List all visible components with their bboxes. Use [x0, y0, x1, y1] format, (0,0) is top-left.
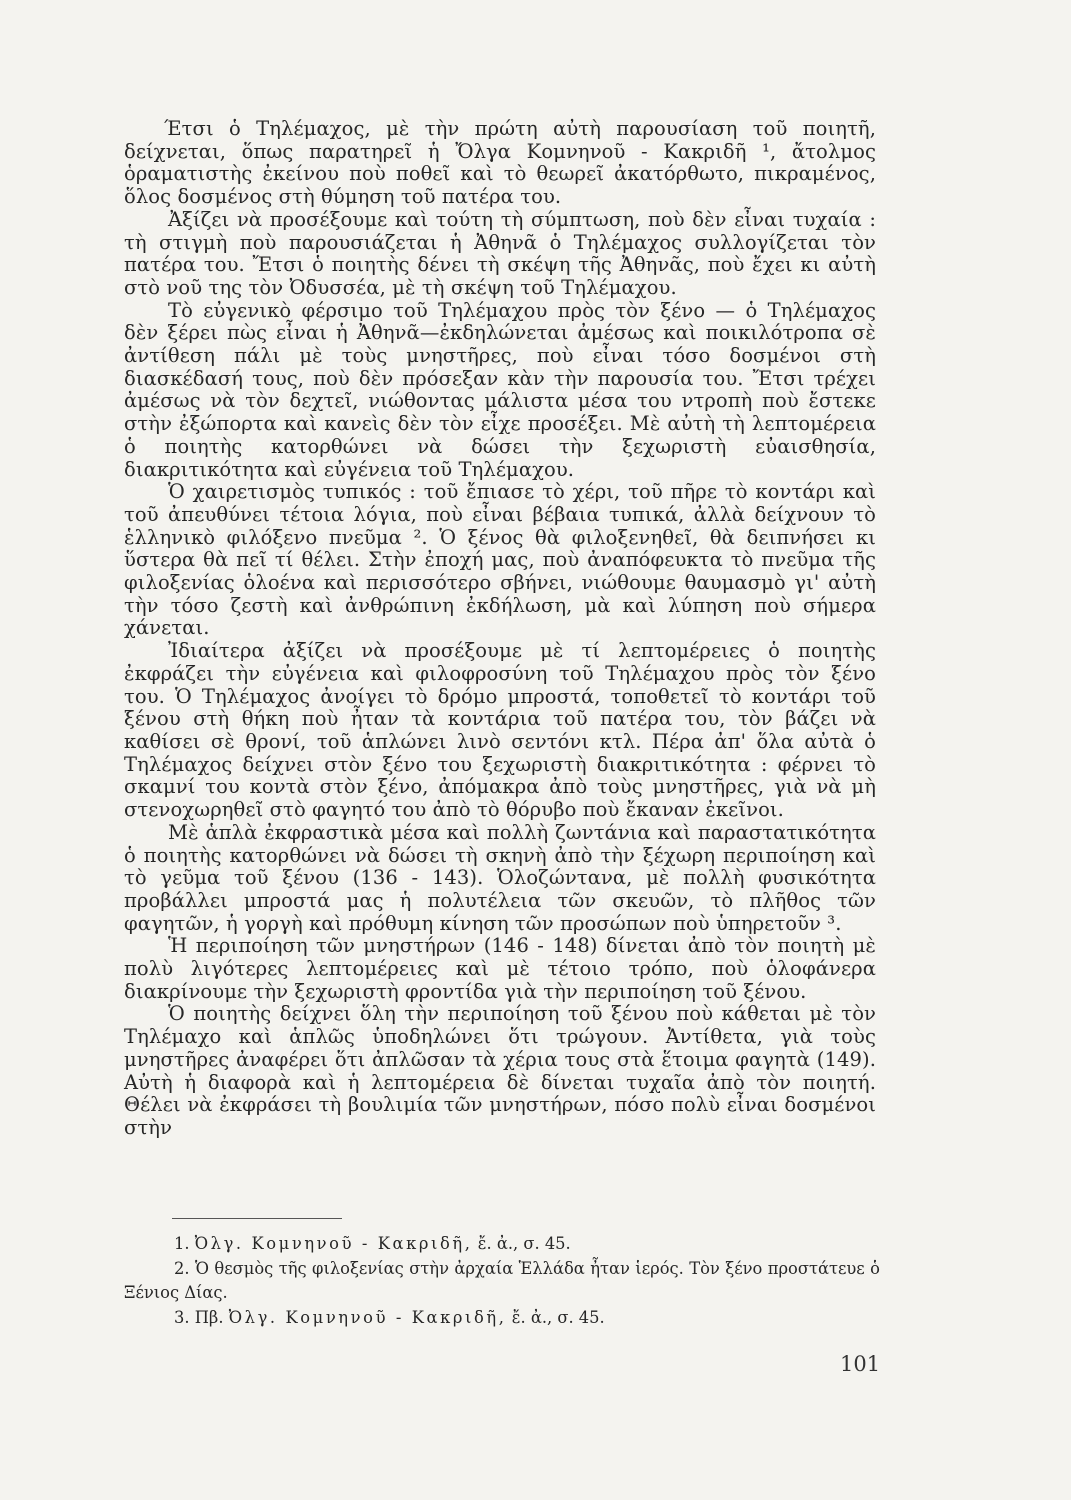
paragraph: Έτσι ὁ Τηλέμαχος, μὲ τὴν πρώτη αὐτὴ παρουσίαση τοῦ ποιητῆ, δείχνεται, ὅπως παρατηρεῖ ἡ Ὄλγα Κομνηνοῦ - Κακριδῆ ¹, ἄτολμος ὁραματιστὴς ἐκείνου ποὺ ποθεῖ καὶ τὸ θεωρεῖ ἀκατόρθωτο, πικραμένος, ὅλος δοσμένος στὴ θύμηση τοῦ πατέρα του.	[124, 117, 876, 209]
paragraph: Ἰδιαίτερα ἀξίζει νὰ προσέξουμε μὲ τί λεπτομέρειες ὁ ποιητὴς ἐκφράζει τὴν εὐγένεια καὶ φιλοφροσύνη τοῦ Τηλέμαχου πρὸς τὸν ξένο του. Ὁ Τηλέμαχος ἀνοίγει τὸ δρόμο μπροστά, τοποθετεῖ τὸ κοντάρι τοῦ ξένου στὴ θήκη ποὺ ἦταν τὰ κοντάρια τοῦ πατέρα του, τὸν βάζει νὰ καθίσει σὲ θρονί, τοῦ ἁπλώνει λινὸ σεντόνι κτλ. Πέρα ἀπ' ὅλα αὐτὰ ὁ Τηλέμαχος δείχνει στὸν ξένο του ξεχωριστὴ διακριτικότητα : φέρνει τὸ σκαμνί του κοντὰ στὸν ξένο, ἀπόμακρα ἀπὸ τοὺς μνηστῆρες, γιὰ νὰ μὴ στενοχωρηθεῖ στὸ φαγητό του ἀπὸ τὸ θόρυβο ποὺ ἔκαναν ἐκεῖνοι.	[124, 639, 876, 822]
paragraph: Μὲ ἁπλὰ ἐκφραστικὰ μέσα καὶ πολλὴ ζωντάνια καὶ παραστατικότητα ὁ ποιητὴς κατορθώνει νὰ δώσει τὴ σκηνὴ ἀπὸ τὴν ξέχωρη περιποίηση καὶ τὸ γεῦμα τοῦ ξένου (136 - 143). Ὁλοζώντανα, μὲ πολλὴ φυσικότητα προβάλλει μπροστά μας ἡ πολυτέλεια τῶν σκευῶν, τὸ πλῆθος τῶν φαγητῶν, ἡ γοργὴ καὶ πρόθυμη κίνηση τῶν προσώπων ποὺ ὑπηρετοῦν ³.	[124, 820, 876, 935]
footnote-number: 1.	[174, 1234, 190, 1253]
footnote-reference: ἔ. ἀ., σ. 45.	[477, 1234, 571, 1253]
footnote-prefix: Πβ.	[194, 1307, 224, 1327]
footnote-3	[124, 1306, 880, 1331]
footnote-reference: ἔ. ἀ., σ. 45.	[511, 1307, 605, 1327]
body-text	[124, 118, 876, 1140]
page-number: 101	[840, 1352, 881, 1376]
paragraph: Ἀξίζει νὰ προσέξουμε καὶ τούτη τὴ σύμπτωση, ποὺ δὲν εἶναι τυχαία : τὴ στιγμὴ ποὺ παρουσιάζεται ἡ Ἀθηνᾶ ὁ Τηλέμαχος συλλογίζεται τὸν πατέρα του. Ἔτσι ὁ ποιητὴς δένει τὴ σκέψη τῆς Ἀθηνᾶς, ποὺ ἔχει κι αὐτὴ στὸ νοῦ της τὸν Ὀδυσσέα, μὲ τὴ σκέψη τοῦ Τηλέμαχου.	[124, 207, 876, 299]
footnote-author: Ὀλγ. Κομνηνοῦ - Κακριδῆ,	[228, 1307, 507, 1327]
footnote-number: 3.	[174, 1307, 190, 1327]
footnote-divider	[172, 1218, 342, 1219]
footnote-author: Ὀλγ. Κομνηνοῦ - Κακριδῆ,	[194, 1234, 473, 1253]
footnote-1	[124, 1232, 880, 1257]
footnote-text: Ὁ θεσμὸς τῆς φιλοξενίας στὴν ἀρχαία Ἑλλάδα ἦταν ἱερός. Τὸν ξένο προστάτευε ὁ Ξένιος Δίας.	[124, 1258, 880, 1302]
paragraph: Ὁ χαιρετισμὸς τυπικός : τοῦ ἔπιασε τὸ χέρι, τοῦ πῆρε τὸ κοντάρι καὶ τοῦ ἀπευθύνει τέτοια λόγια, ποὺ εἶναι βέβαια τυπικά, ἀλλὰ δείχνουν τὸ ἑλληνικὸ φιλόξενο πνεῦμα ². Ὁ ξένος θὰ φιλοξενηθεῖ, θὰ δειπνήσει κι ὕστερα θὰ πεῖ τί θέλει. Στὴν ἐποχή μας, ποὺ ἀναπόφευκτα τὸ πνεῦμα τῆς φιλοξενίας ὁλοένα καὶ περισσότερο σβήνει, νιώθουμε θαυμασμὸ γι' αὐτὴ τὴν τόσο ζεστὴ καὶ ἀνθρώπινη ἐκδήλωση, μὰ καὶ λύπηση ποὺ σήμερα χάνεται.	[124, 480, 876, 640]
footnote-2	[124, 1257, 880, 1306]
paragraph: Ὁ ποιητὴς δείχνει ὅλη τὴν περιποίηση τοῦ ξένου ποὺ κάθεται μὲ τὸν Τηλέμαχο καὶ ἁπλῶς ὑποδηλώνει ὅτι τρώγουν. Ἀντίθετα, γιὰ τοὺς μνηστῆρες ἀναφέρει ὅτι ἀπλῶσαν τὰ χέρια τους στὰ ἕτοιμα φαγητὰ (149). Αὐτὴ ἡ διαφορὰ καὶ ἡ λεπτομέρεια δὲ δίνεται τυχαῖα ἀπὸ τὸν ποιητή. Θέλει νὰ ἐκφράσει τὴ βουλιμία τῶν μνηστήρων, πόσο πολὺ εἶναι δοσμένοι στὴν	[124, 1002, 876, 1139]
footnotes	[124, 1232, 880, 1330]
paragraph: Τὸ εὐγενικὸ φέρσιμο τοῦ Τηλέμαχου πρὸς τὸν ξένο — ὁ Τηλέμαχος δὲν ξέρει πὼς εἶναι ἡ Ἀθηνᾶ—ἐκδηλώνεται ἀμέσως καὶ ποικιλότροπα σὲ ἀντίθεση πάλι μὲ τοὺς μνηστῆρες, ποὺ εἶναι τόσο δοσμένοι στὴ διασκέδασή τους, ποὺ δὲν πρόσεξαν κὰν τὴν παρουσία του. Ἔτσι τρέχει ἀμέσως νὰ τὸν δεχτεῖ, νιώθοντας μάλιστα μέσα του ντροπὴ ποὺ ἔστεκε στὴν ἐξώπορτα καὶ κανεὶς δὲν τὸν εἶχε προσέξει. Μὲ αὐτὴ τὴ λεπτομέρεια ὁ ποιητὴς κατορθώνει νὰ δώσει τὴν ξεχωριστὴ εὐαισθησία, διακριτικότητα καὶ εὐγένεια τοῦ Τηλέμαχου.	[124, 298, 876, 481]
paragraph: Ἡ περιποίηση τῶν μνηστήρων (146 - 148) δίνεται ἀπὸ τὸν ποιητὴ μὲ πολὺ λιγότερες λεπτομέρειες καὶ μὲ τέτοιο τρόπο, ποὺ ὁλοφάνερα διακρίνουμε τὴν ξεχωριστὴ φροντίδα γιὰ τὴν περιποίηση τοῦ ξένου.	[124, 934, 876, 1003]
footnote-number: 2.	[174, 1258, 190, 1278]
